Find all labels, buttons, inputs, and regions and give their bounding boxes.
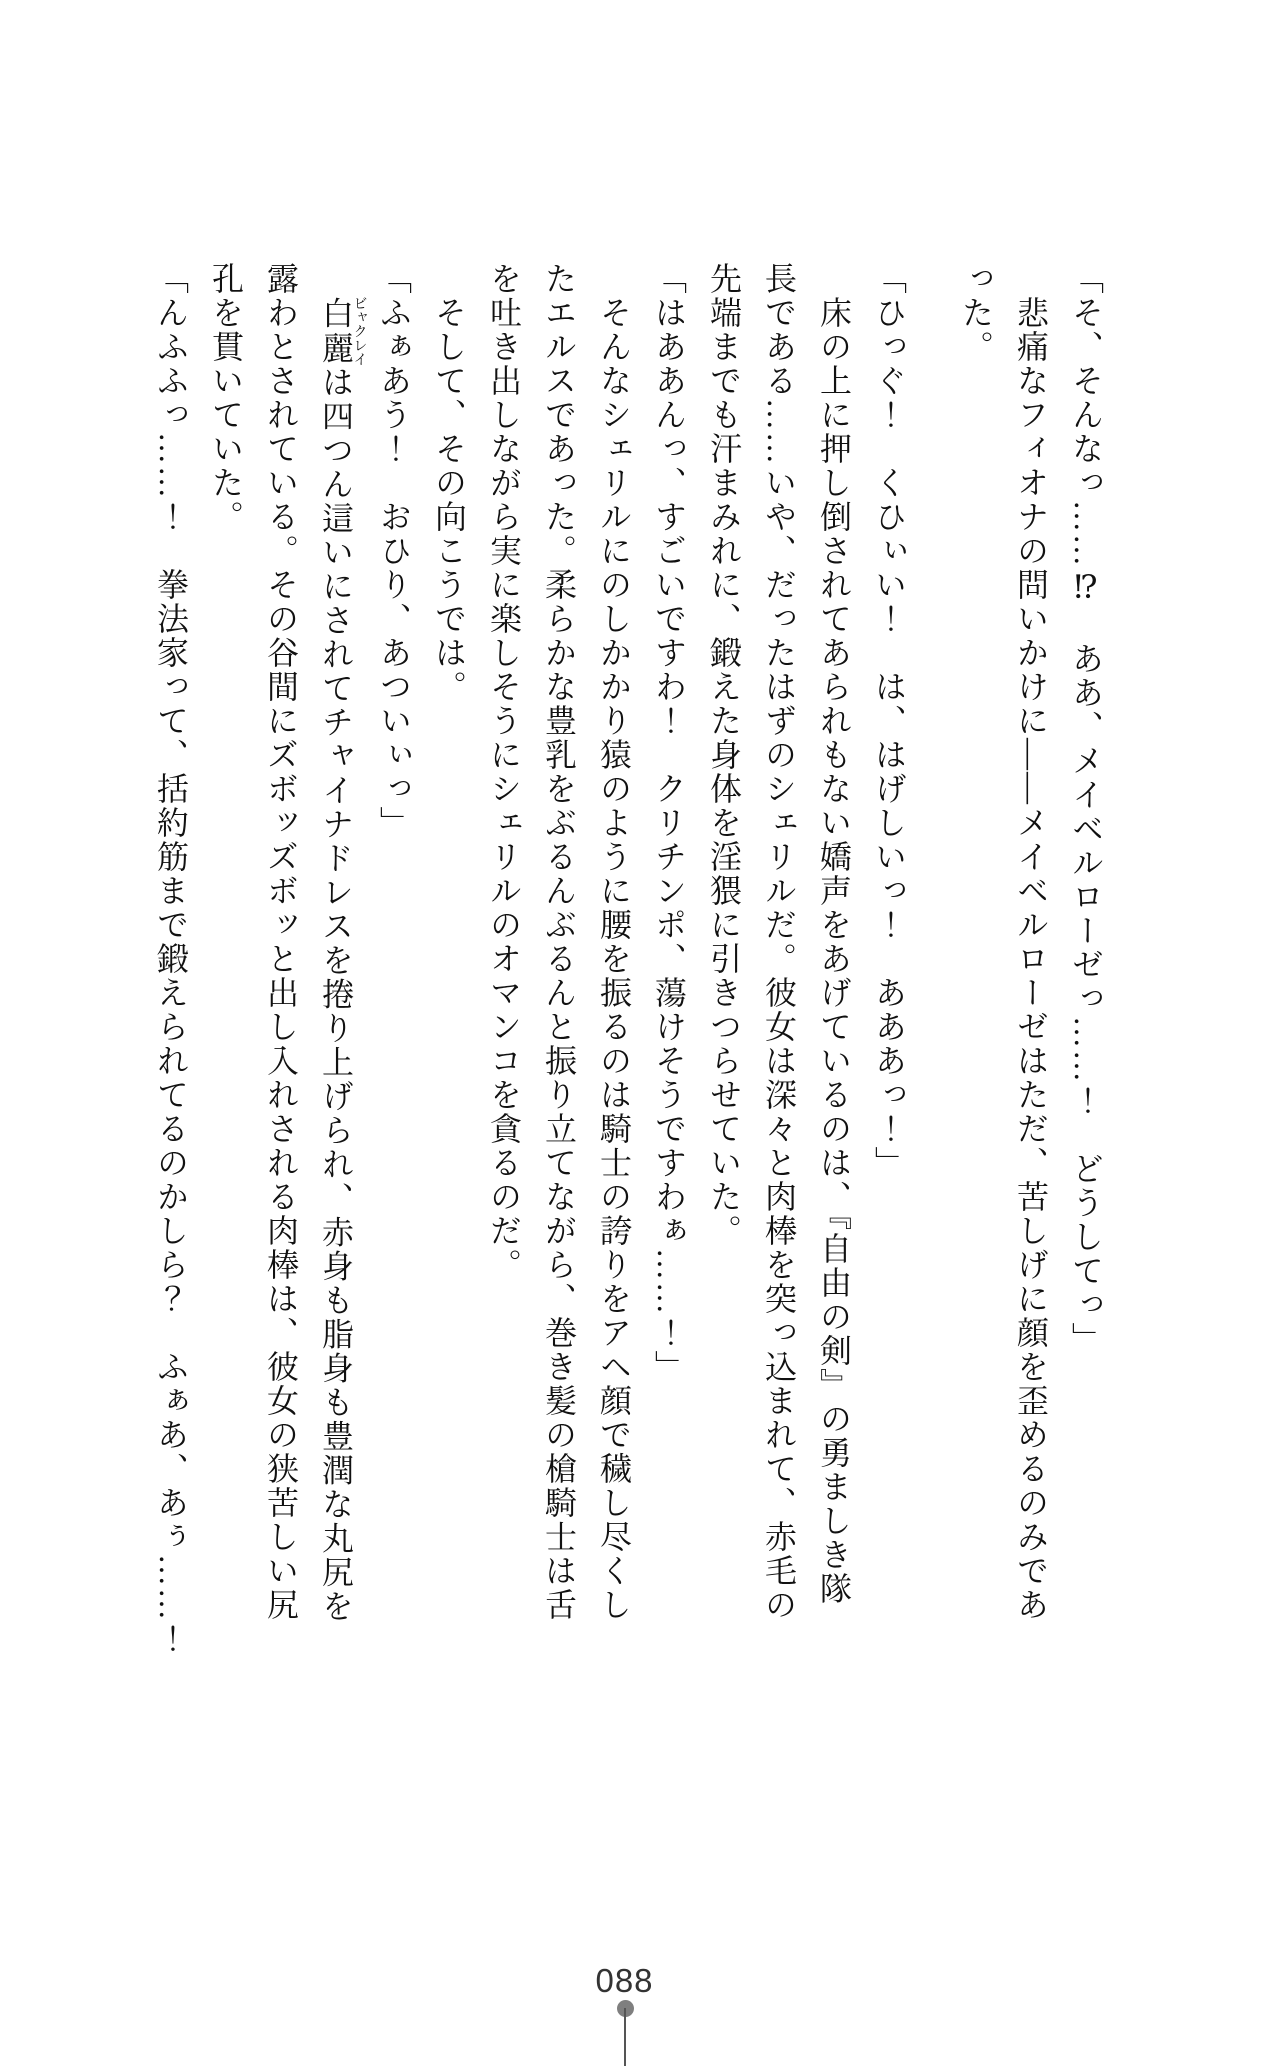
text-line: 「ひっぐ！ くひぃい！ は、はげしいっ！ あああっ！」 (871, 262, 907, 1180)
text-line: 「ふぁあう！ おひり、あついぃっ」 (376, 262, 412, 840)
text-line: 「はああんっ、すごいですわ！ クリチンポ、蕩けそうですわぁ……！」 (651, 262, 687, 1384)
text-line: そんなシェリルにのしかかり猿のように腰を振るのは騎士の誇りをアヘ顔で穢し尽くし (596, 296, 632, 1622)
text-line: そして、その向こうでは。 (431, 296, 467, 704)
text-line: たエルスであった。柔らかな豊乳をぶるんぶるんと振り立てながら、巻き髪の槍騎士は舌 (541, 262, 577, 1622)
text-line: 先端までも汗まみれに、鍛えた身体を淫猥に引きつらせていた。 (706, 262, 742, 1248)
ruby-reading: ビャクレイ (351, 296, 367, 366)
text-line: 孔を貫いていた。 (208, 262, 244, 534)
text-block (143, 262, 1113, 1662)
text-line: 露わとされている。その谷間にズボッズボッと出し入れされる肉棒は、彼女の狭苦しい尻 (263, 262, 299, 1622)
text-line: を吐き出しながら実に楽しそうにシェリルのオマンコを貪るのだ。 (486, 262, 522, 1282)
text-line: 白麗ビャクレイは四つん這いにされてチャイナドレスを捲り上げられ、赤身も脂身も豊潤な丸尻を (318, 296, 367, 1624)
ruby-annotated-word: 白麗ビャクレイ (318, 296, 367, 366)
page-number: 088 (595, 1962, 654, 1999)
text-line: 「そ、そんなっ……⁉ ああ、メイベルローゼっ……！ どうしてっ」 (1068, 262, 1104, 1356)
footer-marker-stem (624, 2008, 626, 2066)
text-line: 床の上に押し倒されてあられもない嬌声をあげているのは、『自由の剣』の勇ましき隊 (816, 296, 852, 1606)
text-line: 「んふふっ……！ 拳法家って、括約筋まで鍛えられてるのかしら？ ふぁあ、あぅ……！ (153, 262, 189, 1656)
text-line: 長である……いや、だったはずのシェリルだ。彼女は深々と肉棒を突っ込まれて、赤毛の (761, 262, 797, 1622)
text-line: った。 (958, 262, 994, 364)
text-line: 悲痛なフィオナの問いかけに――メイベルローゼはただ、苦しげに顔を歪めるのみであ (1013, 296, 1049, 1622)
